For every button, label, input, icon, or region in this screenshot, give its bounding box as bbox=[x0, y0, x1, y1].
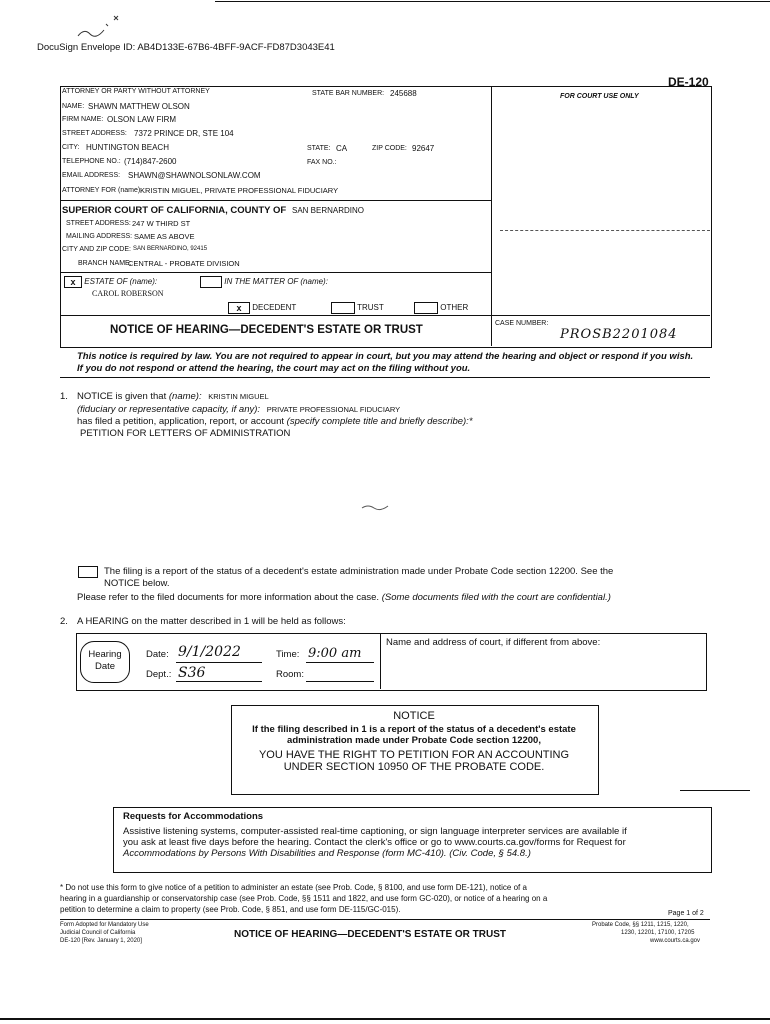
docusign-scribble bbox=[70, 10, 130, 40]
footnote-2: hearing in a guardianship or conservatorship case (see Prob. Code, §§ 1511 and 1822, and use form GC-020), or notice of a hearing on a bbox=[60, 894, 548, 903]
tel-label: TELEPHONE NO.: bbox=[62, 158, 121, 165]
stray-dashes bbox=[500, 230, 710, 231]
other-checkbox[interactable] bbox=[414, 302, 438, 314]
attorney-name: SHAWN MATTHEW OLSON bbox=[88, 102, 190, 111]
caption-box bbox=[60, 86, 712, 348]
attorney-for-label: ATTORNEY FOR (name): bbox=[62, 187, 143, 194]
attorney-heading: ATTORNEY OR PARTY WITHOUT ATTORNEY bbox=[62, 88, 210, 95]
status-text-1: The filing is a report of the status of a decedent's estate administration made under Probate Code section 12200. See the bbox=[104, 566, 614, 577]
hearing-time: 9:00 am bbox=[308, 646, 362, 661]
form-title: NOTICE OF HEARING—DECEDENT'S ESTATE OR TRUST bbox=[110, 324, 423, 336]
court-mailing: SAME AS ABOVE bbox=[134, 232, 195, 241]
court-use-label: FOR COURT USE ONLY bbox=[560, 93, 639, 100]
footer-right-3: www.courts.ca.gov bbox=[650, 938, 701, 944]
attorney-zip: 92647 bbox=[412, 144, 435, 153]
caption-divider bbox=[491, 86, 492, 346]
footer-title: NOTICE OF HEARING—DECEDENT'S ESTATE OR TRUST bbox=[234, 929, 507, 940]
item1-given bbox=[77, 391, 269, 402]
case-number-label: CASE NUMBER: bbox=[495, 320, 549, 327]
time-label: Time: bbox=[276, 649, 300, 660]
notice-line1: If the filing described in 1 is a report of the status of a decedent's estate bbox=[252, 724, 576, 735]
attorney-for: KRISTIN MIGUEL, PRIVATE PROFESSIONAL FIDUCIARY bbox=[140, 186, 339, 195]
filed-label: (specify complete title and briefly describe):* bbox=[286, 416, 473, 427]
firm-label: FIRM NAME: bbox=[62, 116, 104, 123]
case-number: PROSB2201084 bbox=[560, 327, 678, 342]
top-rule bbox=[215, 1, 770, 2]
bar-number: 245688 bbox=[390, 89, 417, 98]
estate-checkbox[interactable]: x bbox=[64, 276, 82, 288]
notice-line3: YOU HAVE THE RIGHT TO PETITION FOR AN ACCOUNTING bbox=[258, 749, 570, 761]
decedent-row bbox=[228, 302, 296, 314]
hearing-date: 9/1/2022 bbox=[178, 644, 241, 660]
given-label: (name): bbox=[168, 391, 202, 402]
court-title: SUPERIOR COURT OF CALIFORNIA, COUNTY OF bbox=[62, 205, 287, 216]
court-branch: CENTRAL - PROBATE DIVISION bbox=[128, 259, 240, 268]
refer-main: Please refer to the filed documents for more information about the case. bbox=[77, 592, 380, 603]
footer-left-1: Form Adopted for Mandatory Use bbox=[60, 922, 149, 928]
accommodations-line3: Accommodations by Persons With Disabilities and Response (form MC-410). (Civ. Code, § 54.8.) bbox=[123, 848, 531, 859]
capacity-label: (fiduciary or representative capacity, if any): bbox=[77, 404, 261, 415]
court-cityzip-label: CITY AND ZIP CODE: bbox=[62, 246, 131, 253]
court-street: 247 W THIRD ST bbox=[132, 219, 191, 228]
accommodations-heading: Requests for Accommodations bbox=[123, 811, 264, 822]
court-street-label: STREET ADDRESS: bbox=[66, 220, 131, 227]
footer-left-2: Judicial Council of California bbox=[60, 930, 136, 936]
attorney-city: HUNTINGTON BEACH bbox=[86, 143, 169, 152]
footnote-3: petition to determine a claim to property (see Prob. Code, § 851, and use form DE-115/GC-015). bbox=[60, 905, 401, 914]
court-address-label: Name and address of court, if different from above: bbox=[386, 637, 601, 648]
decedent-checkbox[interactable]: x bbox=[228, 302, 250, 314]
accommodations-line2: you ask at least five days before the hearing. Contact the clerk's office or go to www.courts.ca.gov/forms for Request for bbox=[123, 837, 626, 848]
estate-row bbox=[64, 276, 157, 288]
item2-number: 2. bbox=[60, 616, 68, 627]
item1-number: 1. bbox=[60, 391, 68, 402]
decedent-label: DECEDENT bbox=[252, 303, 297, 313]
matter-label: IN THE MATTER OF (name): bbox=[224, 277, 328, 287]
refer-text bbox=[77, 592, 611, 603]
zip-label: ZIP CODE: bbox=[372, 145, 407, 152]
other-label: OTHER bbox=[440, 303, 469, 313]
room-label: Room: bbox=[276, 669, 304, 680]
accommodations-line1: Assistive listening systems, computer-assisted real-time captioning, or sign language interpreter services are available if bbox=[123, 826, 627, 837]
item2-text: A HEARING on the matter described in 1 will be held as follows: bbox=[77, 616, 346, 627]
date-label: Date: bbox=[146, 649, 169, 660]
matter-checkbox[interactable] bbox=[200, 276, 222, 288]
oval-date: Date bbox=[94, 661, 116, 672]
status-checkbox[interactable] bbox=[78, 566, 98, 578]
fiduciary-name: KRISTIN MIGUEL bbox=[208, 392, 269, 401]
hearing-oval bbox=[80, 641, 130, 683]
matter-row bbox=[200, 276, 328, 288]
given-lead: NOTICE is given that bbox=[77, 391, 167, 402]
attorney-state: CA bbox=[336, 144, 348, 153]
city-label: CITY: bbox=[62, 144, 80, 151]
notice-required: This notice is required by law. You are not required to appear in court, but you may attend the hearing and object or respond if you wish. If you do not respond or attend the hearing, the court may act on the filing without you. bbox=[77, 351, 694, 374]
court-cityzip: SAN BERNARDINO, 92415 bbox=[133, 246, 208, 252]
state-label: STATE: bbox=[307, 145, 331, 152]
footnote-1: * Do not use this form to give notice of a petition to administer an estate (see Prob. Code, § 8100, and use form DE-121), notice of a bbox=[60, 883, 527, 892]
street-label: STREET ADDRESS: bbox=[62, 130, 127, 137]
trust-checkbox[interactable] bbox=[331, 302, 355, 314]
refer-italic: (Some documents filed with the court are confidential.) bbox=[381, 592, 611, 603]
bottom-rule bbox=[0, 1018, 770, 1020]
attorney-tel: (714)847-2600 bbox=[124, 157, 177, 166]
item1-filed bbox=[77, 416, 473, 427]
envelope-id: DocuSign Envelope ID: AB4D133E-67B6-4BFF-9ACF-FD87D3043E41 bbox=[37, 42, 335, 53]
decedent-name: CAROL ROBERSON bbox=[92, 289, 164, 298]
stray-mark bbox=[360, 502, 390, 512]
accounting-notice bbox=[231, 710, 597, 773]
court-branch-label: BRANCH NAME: bbox=[78, 260, 132, 267]
firm-name: OLSON LAW FIRM bbox=[107, 115, 177, 124]
footer-right-1: Probate Code, §§ 1211, 1215, 1220, bbox=[592, 922, 689, 928]
capacity-value: PRIVATE PROFESSIONAL FIDUCIARY bbox=[266, 405, 401, 414]
stray-rule-right bbox=[680, 790, 750, 791]
bar-label: STATE BAR NUMBER: bbox=[312, 90, 385, 97]
form-number: DE-120 bbox=[668, 75, 709, 89]
notice-heading: NOTICE bbox=[393, 710, 435, 722]
footer-left-3: DE-120 [Rev. January 1, 2020] bbox=[60, 938, 142, 944]
court-mailing-label: MAILING ADDRESS: bbox=[66, 233, 133, 240]
attorney-street: 7372 PRINCE DR, STE 104 bbox=[134, 129, 234, 138]
status-text-2: NOTICE below. bbox=[104, 578, 170, 589]
filed-lead: has filed a petition, application, report, or account bbox=[77, 416, 285, 427]
oval-hearing: Hearing bbox=[88, 649, 122, 660]
name-label: NAME: bbox=[62, 103, 85, 110]
petition-title: PETITION FOR LETTERS OF ADMINISTRATION bbox=[80, 428, 291, 439]
attorney-email: SHAWN@SHAWNOLSONLAW.COM bbox=[128, 171, 261, 180]
estate-label: ESTATE OF (name): bbox=[84, 277, 158, 287]
trust-row bbox=[331, 302, 384, 314]
dept-label: Dept.: bbox=[146, 669, 172, 680]
notice-line2: administration made under Probate Code section 12200, bbox=[287, 735, 541, 746]
email-label: EMAIL ADDRESS: bbox=[62, 172, 121, 179]
court-county: SAN BERNARDINO bbox=[292, 206, 365, 215]
fax-label: FAX NO.: bbox=[307, 159, 337, 166]
hearing-dept: S36 bbox=[178, 665, 206, 681]
other-row bbox=[414, 302, 468, 314]
page-number: Page 1 of 2 bbox=[668, 910, 704, 917]
footer-right-2: 1230, 12201, 17100, 17205 bbox=[621, 930, 695, 936]
trust-label: TRUST bbox=[357, 303, 384, 313]
item1-capacity bbox=[77, 404, 400, 415]
notice-line4: UNDER SECTION 10950 OF THE PROBATE CODE. bbox=[283, 761, 545, 773]
